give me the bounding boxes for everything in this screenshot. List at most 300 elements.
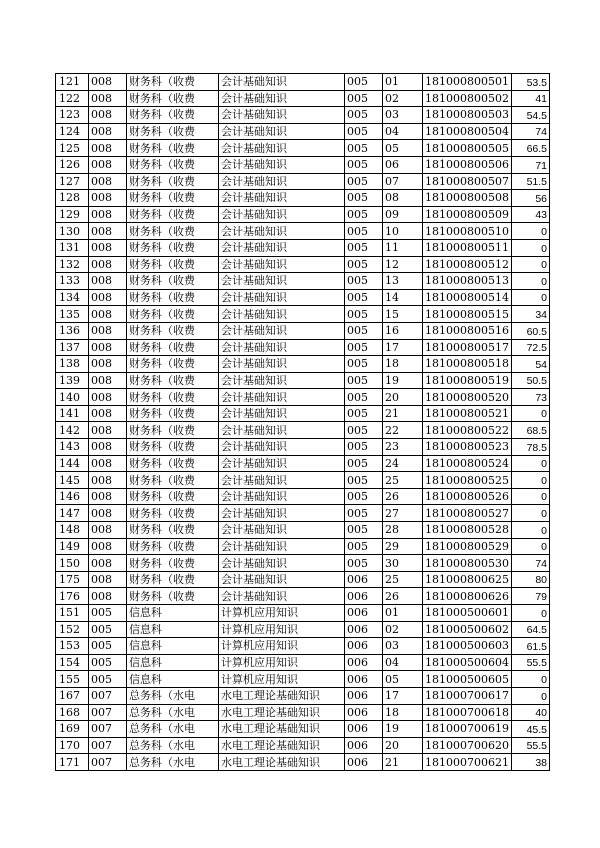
cell-department: 财务科（收费: [127, 74, 219, 91]
cell-seat: 23: [383, 439, 423, 456]
cell-ticket-number: 181000800517: [423, 339, 512, 356]
cell-ticket-number: 181000800522: [423, 422, 512, 439]
cell-department: 信息科: [127, 638, 219, 655]
cell-subject-code: 005: [345, 422, 383, 439]
cell-department: 财务科（收费: [127, 107, 219, 124]
table-row: [56, 140, 550, 157]
table-row: [56, 107, 550, 124]
cell-seq: 121: [56, 74, 89, 91]
cell-subject: 会计基础知识: [219, 223, 345, 240]
table-row: [56, 206, 550, 223]
cell-seat: 11: [383, 239, 423, 256]
table-row: [56, 555, 550, 572]
cell-department: 财务科（收费: [127, 90, 219, 107]
cell-score: 0: [512, 687, 550, 704]
cell-score: 0: [512, 223, 550, 240]
cell-seq: 147: [56, 505, 89, 522]
table-row: [56, 671, 550, 688]
cell-seq: 154: [56, 654, 89, 671]
cell-seat: 05: [383, 140, 423, 157]
cell-subject-code: 006: [345, 605, 383, 622]
cell-subject: 会计基础知识: [219, 356, 345, 373]
cell-subject-code: 005: [345, 439, 383, 456]
cell-dept-code: 008: [89, 256, 127, 273]
cell-ticket-number: 181000700621: [423, 754, 512, 771]
cell-ticket-number: 181000700620: [423, 737, 512, 754]
cell-dept-code: 005: [89, 654, 127, 671]
cell-subject: 计算机应用知识: [219, 671, 345, 688]
cell-score: 0: [512, 671, 550, 688]
cell-subject: 会计基础知识: [219, 372, 345, 389]
cell-ticket-number: 181000800529: [423, 538, 512, 555]
cell-subject: 会计基础知识: [219, 405, 345, 422]
cell-seat: 19: [383, 721, 423, 738]
cell-seq: 141: [56, 405, 89, 422]
cell-subject-code: 006: [345, 671, 383, 688]
cell-seq: 170: [56, 737, 89, 754]
cell-seat: 05: [383, 671, 423, 688]
cell-subject-code: 006: [345, 737, 383, 754]
cell-subject: 计算机应用知识: [219, 638, 345, 655]
cell-dept-code: 008: [89, 156, 127, 173]
cell-dept-code: 008: [89, 538, 127, 555]
table-row: [56, 621, 550, 638]
cell-score: 74: [512, 555, 550, 572]
cell-department: 财务科（收费: [127, 273, 219, 290]
cell-subject-code: 005: [345, 522, 383, 539]
cell-subject-code: 006: [345, 754, 383, 771]
cell-subject-code: 005: [345, 389, 383, 406]
table-row: [56, 605, 550, 622]
cell-dept-code: 008: [89, 223, 127, 240]
cell-score: 0: [512, 455, 550, 472]
cell-department: 财务科（收费: [127, 571, 219, 588]
table-row: [56, 173, 550, 190]
cell-ticket-number: 181000700618: [423, 704, 512, 721]
cell-seat: 28: [383, 522, 423, 539]
cell-ticket-number: 181000700617: [423, 687, 512, 704]
cell-subject: 会计基础知识: [219, 522, 345, 539]
cell-dept-code: 008: [89, 190, 127, 207]
table-row: [56, 721, 550, 738]
table-row: [56, 389, 550, 406]
cell-seq: 125: [56, 140, 89, 157]
cell-subject: 会计基础知识: [219, 455, 345, 472]
cell-subject: 会计基础知识: [219, 74, 345, 91]
cell-subject-code: 006: [345, 721, 383, 738]
cell-subject: 会计基础知识: [219, 488, 345, 505]
table-row: [56, 322, 550, 339]
cell-score: 34: [512, 306, 550, 323]
cell-seq: 169: [56, 721, 89, 738]
cell-score: 0: [512, 273, 550, 290]
cell-dept-code: 008: [89, 173, 127, 190]
cell-score: 0: [512, 605, 550, 622]
cell-subject: 会计基础知识: [219, 173, 345, 190]
table-row: [56, 638, 550, 655]
cell-score: 40: [512, 704, 550, 721]
cell-seq: 175: [56, 571, 89, 588]
cell-subject: 会计基础知识: [219, 107, 345, 124]
cell-subject-code: 005: [345, 107, 383, 124]
cell-department: 财务科（收费: [127, 405, 219, 422]
cell-dept-code: 005: [89, 671, 127, 688]
cell-seq: 148: [56, 522, 89, 539]
cell-department: 总务科（水电: [127, 704, 219, 721]
cell-seat: 30: [383, 555, 423, 572]
cell-seat: 01: [383, 74, 423, 91]
cell-ticket-number: 181000800507: [423, 173, 512, 190]
cell-score: 68.5: [512, 422, 550, 439]
cell-seat: 04: [383, 123, 423, 140]
cell-subject-code: 005: [345, 90, 383, 107]
cell-seq: 135: [56, 306, 89, 323]
cell-seq: 155: [56, 671, 89, 688]
cell-ticket-number: 181000800504: [423, 123, 512, 140]
cell-subject: 会计基础知识: [219, 289, 345, 306]
cell-score: 41: [512, 90, 550, 107]
cell-seat: 10: [383, 223, 423, 240]
cell-dept-code: 008: [89, 571, 127, 588]
cell-seat: 13: [383, 273, 423, 290]
cell-score: 79: [512, 588, 550, 605]
cell-seq: 134: [56, 289, 89, 306]
cell-department: 财务科（收费: [127, 455, 219, 472]
cell-subject-code: 005: [345, 289, 383, 306]
cell-ticket-number: 181000800508: [423, 190, 512, 207]
cell-department: 财务科（收费: [127, 488, 219, 505]
cell-dept-code: 008: [89, 339, 127, 356]
cell-ticket-number: 181000800503: [423, 107, 512, 124]
cell-score: 0: [512, 522, 550, 539]
cell-seq: 146: [56, 488, 89, 505]
cell-score: 66.5: [512, 140, 550, 157]
cell-ticket-number: 181000800626: [423, 588, 512, 605]
cell-seq: 152: [56, 621, 89, 638]
cell-seq: 144: [56, 455, 89, 472]
cell-seat: 07: [383, 173, 423, 190]
cell-seat: 17: [383, 339, 423, 356]
table-row: [56, 356, 550, 373]
table-row: [56, 488, 550, 505]
cell-ticket-number: 181000800510: [423, 223, 512, 240]
cell-subject-code: 005: [345, 256, 383, 273]
cell-ticket-number: 181000500605: [423, 671, 512, 688]
cell-dept-code: 008: [89, 356, 127, 373]
cell-seat: 02: [383, 90, 423, 107]
cell-seat: 18: [383, 704, 423, 721]
cell-dept-code: 008: [89, 90, 127, 107]
cell-dept-code: 008: [89, 505, 127, 522]
table-row: [56, 190, 550, 207]
cell-subject-code: 006: [345, 687, 383, 704]
cell-subject-code: 005: [345, 372, 383, 389]
cell-ticket-number: 181000800521: [423, 405, 512, 422]
cell-dept-code: 007: [89, 754, 127, 771]
cell-department: 财务科（收费: [127, 422, 219, 439]
cell-subject-code: 005: [345, 538, 383, 555]
cell-ticket-number: 181000800515: [423, 306, 512, 323]
cell-subject: 会计基础知识: [219, 422, 345, 439]
cell-ticket-number: 181000800506: [423, 156, 512, 173]
cell-seat: 14: [383, 289, 423, 306]
cell-subject: 水电工理论基础知识: [219, 687, 345, 704]
cell-dept-code: 008: [89, 405, 127, 422]
cell-subject-code: 005: [345, 339, 383, 356]
cell-department: 财务科（收费: [127, 356, 219, 373]
cell-subject: 水电工理论基础知识: [219, 721, 345, 738]
cell-seq: 136: [56, 322, 89, 339]
cell-dept-code: 008: [89, 239, 127, 256]
cell-seq: 142: [56, 422, 89, 439]
cell-seat: 26: [383, 588, 423, 605]
cell-seat: 27: [383, 505, 423, 522]
cell-subject: 水电工理论基础知识: [219, 704, 345, 721]
cell-seat: 17: [383, 687, 423, 704]
cell-seat: 15: [383, 306, 423, 323]
cell-subject: 会计基础知识: [219, 538, 345, 555]
cell-department: 财务科（收费: [127, 322, 219, 339]
cell-seq: 126: [56, 156, 89, 173]
table-row: [56, 90, 550, 107]
cell-department: 财务科（收费: [127, 239, 219, 256]
cell-seat: 19: [383, 372, 423, 389]
cell-dept-code: 008: [89, 455, 127, 472]
cell-dept-code: 008: [89, 123, 127, 140]
cell-subject-code: 005: [345, 405, 383, 422]
cell-department: 财务科（收费: [127, 140, 219, 157]
cell-score: 64.5: [512, 621, 550, 638]
cell-seq: 151: [56, 605, 89, 622]
cell-score: 60.5: [512, 322, 550, 339]
cell-score: 0: [512, 505, 550, 522]
cell-subject: 计算机应用知识: [219, 621, 345, 638]
cell-ticket-number: 181000800527: [423, 505, 512, 522]
cell-department: 总务科（水电: [127, 721, 219, 738]
cell-seat: 08: [383, 190, 423, 207]
cell-ticket-number: 181000500603: [423, 638, 512, 655]
cell-seq: 176: [56, 588, 89, 605]
cell-score: 56: [512, 190, 550, 207]
cell-ticket-number: 181000800524: [423, 455, 512, 472]
cell-ticket-number: 181000800519: [423, 372, 512, 389]
cell-department: 财务科（收费: [127, 538, 219, 555]
cell-department: 信息科: [127, 654, 219, 671]
table-row: [56, 306, 550, 323]
cell-department: 总务科（水电: [127, 754, 219, 771]
cell-score: 73: [512, 389, 550, 406]
cell-score: 43: [512, 206, 550, 223]
cell-subject: 计算机应用知识: [219, 654, 345, 671]
table-row: [56, 737, 550, 754]
cell-department: 财务科（收费: [127, 173, 219, 190]
cell-subject-code: 005: [345, 190, 383, 207]
table-row: [56, 223, 550, 240]
cell-seq: 128: [56, 190, 89, 207]
table-row: [56, 74, 550, 91]
cell-dept-code: 007: [89, 721, 127, 738]
table-row: [56, 422, 550, 439]
cell-department: 财务科（收费: [127, 206, 219, 223]
cell-ticket-number: 181000800526: [423, 488, 512, 505]
cell-score: 0: [512, 289, 550, 306]
cell-dept-code: 008: [89, 289, 127, 306]
cell-ticket-number: 181000800518: [423, 356, 512, 373]
cell-subject: 会计基础知识: [219, 256, 345, 273]
cell-ticket-number: 181000800516: [423, 322, 512, 339]
cell-score: 0: [512, 239, 550, 256]
cell-seq: 132: [56, 256, 89, 273]
cell-subject: 会计基础知识: [219, 140, 345, 157]
cell-seq: 133: [56, 273, 89, 290]
cell-seq: 149: [56, 538, 89, 555]
cell-seat: 09: [383, 206, 423, 223]
cell-score: 45.5: [512, 721, 550, 738]
cell-score: 38: [512, 754, 550, 771]
cell-dept-code: 005: [89, 605, 127, 622]
cell-dept-code: 008: [89, 322, 127, 339]
cell-ticket-number: 181000800523: [423, 439, 512, 456]
cell-subject: 会计基础知识: [219, 239, 345, 256]
cell-ticket-number: 181000800625: [423, 571, 512, 588]
cell-seq: 168: [56, 704, 89, 721]
cell-subject-code: 006: [345, 621, 383, 638]
cell-seat: 29: [383, 538, 423, 555]
cell-seq: 123: [56, 107, 89, 124]
cell-seq: 143: [56, 439, 89, 456]
cell-ticket-number: 181000800530: [423, 555, 512, 572]
cell-score: 61.5: [512, 638, 550, 655]
cell-subject-code: 005: [345, 156, 383, 173]
cell-subject: 会计基础知识: [219, 206, 345, 223]
cell-department: 总务科（水电: [127, 737, 219, 754]
cell-score: 0: [512, 256, 550, 273]
cell-department: 财务科（收费: [127, 372, 219, 389]
cell-subject-code: 005: [345, 488, 383, 505]
cell-dept-code: 007: [89, 704, 127, 721]
cell-subject-code: 005: [345, 273, 383, 290]
cell-subject: 会计基础知识: [219, 439, 345, 456]
cell-subject: 会计基础知识: [219, 156, 345, 173]
cell-dept-code: 005: [89, 621, 127, 638]
cell-score: 55.5: [512, 654, 550, 671]
cell-seq: 130: [56, 223, 89, 240]
cell-subject-code: 006: [345, 704, 383, 721]
cell-score: 71: [512, 156, 550, 173]
cell-subject-code: 005: [345, 173, 383, 190]
cell-dept-code: 008: [89, 306, 127, 323]
cell-department: 财务科（收费: [127, 339, 219, 356]
cell-seq: 139: [56, 372, 89, 389]
cell-seat: 26: [383, 488, 423, 505]
cell-ticket-number: 181000500604: [423, 654, 512, 671]
cell-seat: 18: [383, 356, 423, 373]
cell-ticket-number: 181000800513: [423, 273, 512, 290]
cell-ticket-number: 181000800502: [423, 90, 512, 107]
cell-department: 财务科（收费: [127, 256, 219, 273]
cell-subject: 会计基础知识: [219, 389, 345, 406]
table-row: [56, 372, 550, 389]
cell-dept-code: 008: [89, 522, 127, 539]
cell-subject: 会计基础知识: [219, 555, 345, 572]
cell-score: 54.5: [512, 107, 550, 124]
cell-seat: 16: [383, 322, 423, 339]
cell-seat: 21: [383, 754, 423, 771]
cell-department: 财务科（收费: [127, 505, 219, 522]
cell-seat: 06: [383, 156, 423, 173]
cell-subject: 会计基础知识: [219, 505, 345, 522]
cell-dept-code: 008: [89, 472, 127, 489]
cell-department: 财务科（收费: [127, 555, 219, 572]
cell-department: 信息科: [127, 671, 219, 688]
cell-score: 78.5: [512, 439, 550, 456]
cell-ticket-number: 181000800514: [423, 289, 512, 306]
table-row: [56, 439, 550, 456]
cell-department: 财务科（收费: [127, 289, 219, 306]
cell-department: 财务科（收费: [127, 588, 219, 605]
cell-dept-code: 008: [89, 389, 127, 406]
table-row: [56, 156, 550, 173]
cell-seat: 02: [383, 621, 423, 638]
cell-subject-code: 005: [345, 455, 383, 472]
cell-dept-code: 008: [89, 555, 127, 572]
cell-dept-code: 008: [89, 140, 127, 157]
table-row: [56, 455, 550, 472]
cell-seat: 25: [383, 472, 423, 489]
cell-subject: 计算机应用知识: [219, 605, 345, 622]
cell-department: 财务科（收费: [127, 306, 219, 323]
cell-seq: 145: [56, 472, 89, 489]
cell-subject-code: 005: [345, 306, 383, 323]
cell-subject: 水电工理论基础知识: [219, 737, 345, 754]
table-row: [56, 239, 550, 256]
cell-dept-code: 007: [89, 687, 127, 704]
cell-dept-code: 008: [89, 74, 127, 91]
cell-subject-code: 005: [345, 239, 383, 256]
cell-subject: 会计基础知识: [219, 472, 345, 489]
cell-score: 0: [512, 538, 550, 555]
cell-seq: 124: [56, 123, 89, 140]
cell-department: 财务科（收费: [127, 190, 219, 207]
cell-seat: 21: [383, 405, 423, 422]
cell-department: 财务科（收费: [127, 389, 219, 406]
cell-seat: 25: [383, 571, 423, 588]
cell-ticket-number: 181000700619: [423, 721, 512, 738]
table-body: [56, 74, 550, 771]
cell-department: 财务科（收费: [127, 123, 219, 140]
cell-score: 53.5: [512, 74, 550, 91]
cell-subject: 会计基础知识: [219, 588, 345, 605]
cell-seat: 04: [383, 654, 423, 671]
cell-score: 0: [512, 488, 550, 505]
table-row: [56, 687, 550, 704]
cell-subject: 会计基础知识: [219, 123, 345, 140]
cell-seat: 24: [383, 455, 423, 472]
cell-seq: 122: [56, 90, 89, 107]
cell-seat: 01: [383, 605, 423, 622]
table-row: [56, 405, 550, 422]
cell-seq: 150: [56, 555, 89, 572]
cell-department: 信息科: [127, 605, 219, 622]
cell-seq: 171: [56, 754, 89, 771]
cell-subject-code: 005: [345, 74, 383, 91]
cell-subject-code: 005: [345, 140, 383, 157]
cell-seat: 12: [383, 256, 423, 273]
cell-ticket-number: 181000500601: [423, 605, 512, 622]
table-row: [56, 505, 550, 522]
cell-subject-code: 006: [345, 638, 383, 655]
cell-subject: 会计基础知识: [219, 339, 345, 356]
